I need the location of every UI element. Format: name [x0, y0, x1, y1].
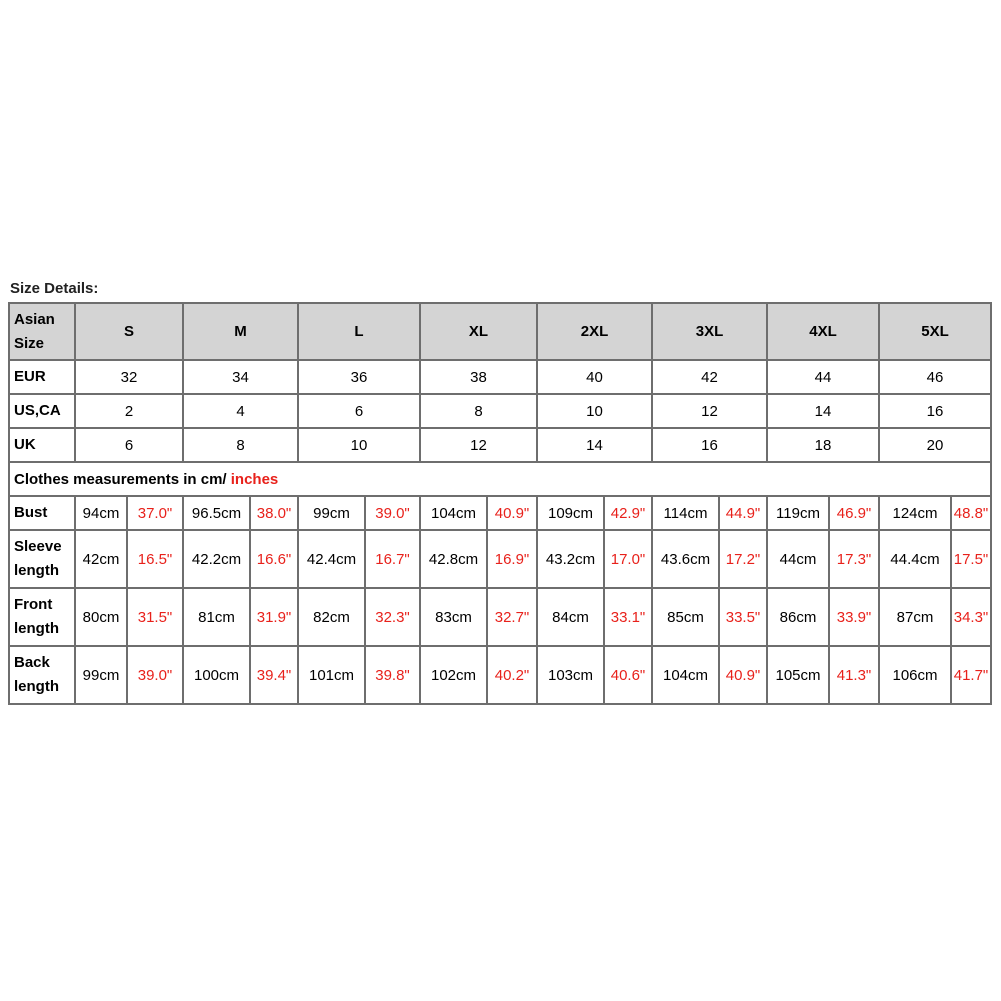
conversion-value: 8	[183, 428, 298, 462]
inch-value: 31.5"	[127, 588, 183, 646]
inch-value: 39.0"	[365, 496, 420, 530]
cm-value: 96.5cm	[183, 496, 250, 530]
row-label-line: length	[14, 620, 59, 637]
conversion-value: 4	[183, 394, 298, 428]
cm-value: 42.2cm	[183, 530, 250, 588]
conversion-row	[9, 428, 991, 462]
conversion-value: 18	[767, 428, 879, 462]
conversion-value: 8	[420, 394, 537, 428]
inch-value: 44.9"	[719, 496, 767, 530]
conversion-value: 20	[879, 428, 991, 462]
inch-value: 17.3"	[829, 530, 879, 588]
cm-value: 84cm	[537, 588, 604, 646]
cm-value: 85cm	[652, 588, 719, 646]
conversion-value: 10	[537, 394, 652, 428]
conversion-value: 14	[537, 428, 652, 462]
cm-value: 42cm	[75, 530, 127, 588]
inch-value: 16.6"	[250, 530, 298, 588]
size-chart-table	[8, 302, 992, 705]
conversion-value: 44	[767, 360, 879, 394]
inch-value: 34.3"	[951, 588, 991, 646]
row-label-line: Size	[14, 334, 45, 352]
cm-value: 87cm	[879, 588, 951, 646]
conversion-value: 2	[75, 394, 183, 428]
inch-value: 33.1"	[604, 588, 652, 646]
cm-value: 124cm	[879, 496, 951, 530]
size-header-cell: M	[183, 303, 298, 360]
inch-value: 32.7"	[487, 588, 537, 646]
row-label-line: length	[14, 562, 59, 579]
cm-value: 43.2cm	[537, 530, 604, 588]
size-details-title: Size Details:	[10, 280, 99, 297]
cm-value: 114cm	[652, 496, 719, 530]
conversion-label: UK	[9, 428, 75, 462]
cm-value: 99cm	[75, 646, 127, 704]
cm-value: 80cm	[75, 588, 127, 646]
measurement-label	[9, 496, 75, 530]
measurement-label	[9, 530, 75, 588]
cm-value: 119cm	[767, 496, 829, 530]
cm-value: 44.4cm	[879, 530, 951, 588]
cm-value: 44cm	[767, 530, 829, 588]
cm-value: 105cm	[767, 646, 829, 704]
measurement-section-heading	[9, 462, 991, 496]
measurement-label	[9, 588, 75, 646]
inch-value: 16.5"	[127, 530, 183, 588]
conversion-value: 40	[537, 360, 652, 394]
cm-value: 104cm	[652, 646, 719, 704]
row-label-line: Back	[14, 654, 50, 671]
inch-value: 33.9"	[829, 588, 879, 646]
size-header-cell: 2XL	[537, 303, 652, 360]
size-header-cell: 4XL	[767, 303, 879, 360]
asian-size-label	[9, 303, 75, 360]
cm-value: 109cm	[537, 496, 604, 530]
conversion-value: 38	[420, 360, 537, 394]
size-header-cell: L	[298, 303, 420, 360]
cm-value: 42.4cm	[298, 530, 365, 588]
row-label-line: Asian	[14, 310, 55, 328]
cm-value: 104cm	[420, 496, 487, 530]
cm-value: 102cm	[420, 646, 487, 704]
inch-value: 33.5"	[719, 588, 767, 646]
inch-value: 31.9"	[250, 588, 298, 646]
inch-value: 39.4"	[250, 646, 298, 704]
inch-value: 40.6"	[604, 646, 652, 704]
cm-value: 43.6cm	[652, 530, 719, 588]
conversion-row	[9, 394, 991, 428]
conversion-value: 16	[652, 428, 767, 462]
inch-value: 41.3"	[829, 646, 879, 704]
measurement-row	[9, 530, 991, 588]
section-text: Clothes measurements in cm/	[14, 470, 231, 488]
inch-value: 40.9"	[487, 496, 537, 530]
inch-value: 16.9"	[487, 530, 537, 588]
cm-value: 106cm	[879, 646, 951, 704]
measurement-row	[9, 496, 991, 530]
conversion-value: 14	[767, 394, 879, 428]
size-header-cell: 5XL	[879, 303, 991, 360]
conversion-value: 46	[879, 360, 991, 394]
inch-value: 42.9"	[604, 496, 652, 530]
cm-value: 42.8cm	[420, 530, 487, 588]
size-header-cell: 3XL	[652, 303, 767, 360]
conversion-value: 10	[298, 428, 420, 462]
measurement-section-row	[9, 462, 991, 496]
measurement-row	[9, 646, 991, 704]
conversion-value: 12	[420, 428, 537, 462]
inch-value: 39.0"	[127, 646, 183, 704]
conversion-value: 6	[75, 428, 183, 462]
cm-value: 86cm	[767, 588, 829, 646]
conversion-label: US,CA	[9, 394, 75, 428]
row-label-line: Bust	[14, 504, 48, 521]
conversion-row	[9, 360, 991, 394]
inch-value: 16.7"	[365, 530, 420, 588]
inch-value: 40.2"	[487, 646, 537, 704]
inch-value: 40.9"	[719, 646, 767, 704]
inch-value: 48.8"	[951, 496, 991, 530]
size-header-row	[9, 303, 991, 360]
inch-value: 17.5"	[951, 530, 991, 588]
inch-value: 32.3"	[365, 588, 420, 646]
conversion-value: 34	[183, 360, 298, 394]
conversion-value: 32	[75, 360, 183, 394]
inch-value: 37.0"	[127, 496, 183, 530]
inch-value: 39.8"	[365, 646, 420, 704]
conversion-value: 12	[652, 394, 767, 428]
cm-value: 100cm	[183, 646, 250, 704]
cm-value: 99cm	[298, 496, 365, 530]
row-label-line: Front	[14, 596, 53, 613]
conversion-value: 42	[652, 360, 767, 394]
conversion-value: 16	[879, 394, 991, 428]
conversion-label: EUR	[9, 360, 75, 394]
cm-value: 83cm	[420, 588, 487, 646]
size-header-cell: XL	[420, 303, 537, 360]
cm-value: 101cm	[298, 646, 365, 704]
cm-value: 103cm	[537, 646, 604, 704]
size-header-cell: S	[75, 303, 183, 360]
inch-value: 41.7"	[951, 646, 991, 704]
section-accent: inches	[230, 470, 279, 488]
row-label-line: Sleeve	[14, 538, 62, 555]
row-label-line: length	[14, 678, 59, 695]
conversion-value: 6	[298, 394, 420, 428]
inch-value: 38.0"	[250, 496, 298, 530]
inch-value: 17.0"	[604, 530, 652, 588]
measurement-label	[9, 646, 75, 704]
cm-value: 94cm	[75, 496, 127, 530]
conversion-value: 36	[298, 360, 420, 394]
cm-value: 82cm	[298, 588, 365, 646]
cm-value: 81cm	[183, 588, 250, 646]
inch-value: 46.9"	[829, 496, 879, 530]
measurement-row	[9, 588, 991, 646]
inch-value: 17.2"	[719, 530, 767, 588]
